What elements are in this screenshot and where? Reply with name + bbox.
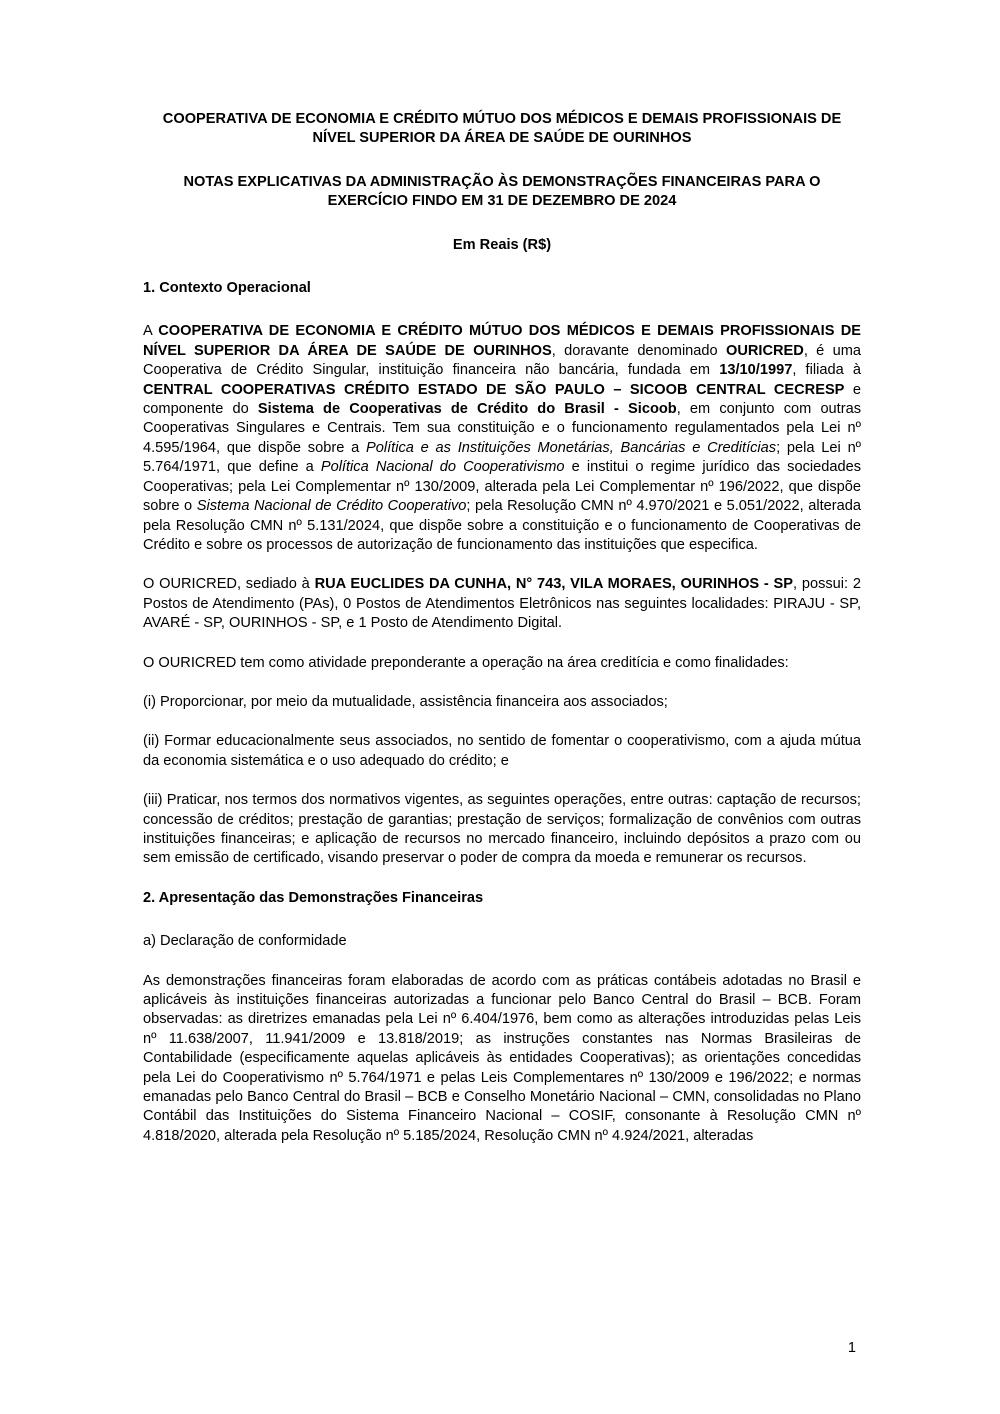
text-run: Política e as Instituições Monetárias, Bancárias e Creditícias — [366, 439, 777, 456]
text-run: (ii) Formar educacionalmente seus associados, no sentido de fomentar o cooperativismo, com a ajuda mútua da economia sistemática e o uso adequado do crédito; e — [143, 733, 861, 769]
text-run: NOTAS EXPLICATIVAS DA ADMINISTRAÇÃO ÀS DEMONSTRAÇÕES FINANCEIRAS PARA O EXERCÍCIO FINDO EM 31 DE DEZEMBRO DE 2024 — [183, 173, 821, 210]
text-run: ; pela Lei nº 5.764/1971, que define a — [143, 439, 862, 476]
text-run: e institui o regime jurídico das sociedades Cooperativas; pela Lei Complementar nº 130/2009, alterada pela Lei Complementar nº 196/2022, que dispõe sobre o — [143, 459, 862, 515]
document-paragraph — [143, 791, 861, 869]
text-run: O OURICRED, sediado à — [143, 576, 315, 593]
text-run: COOPERATIVA DE ECONOMIA E CRÉDITO MÚTUO DOS MÉDICOS E DEMAIS PROFISSIONAIS DE NÍVEL SUPERIOR DA ÁREA DE SAÚDE DE OURINHOS — [143, 323, 861, 359]
document-paragraph — [143, 972, 861, 1147]
text-run: (i) Proporcionar, por meio da mutualidade, assistência financeira aos associados; — [143, 693, 668, 710]
text-run: A — [143, 323, 159, 340]
text-run: 1. Contexto Operacional — [143, 280, 311, 297]
text-run: RUA EUCLIDES DA CUNHA, N° 743, VILA MORAES, OURINHOS - SP — [314, 576, 794, 593]
text-run: , é uma Cooperativa de Crédito Singular, instituição financeira não bancária, fundada em — [143, 342, 861, 379]
text-run: 2. Apresentação das Demonstrações Financeiras — [143, 889, 484, 906]
section-heading — [143, 279, 861, 298]
document-paragraph — [143, 932, 861, 951]
document-paragraph — [143, 322, 861, 555]
document-paragraph — [143, 732, 861, 771]
text-run: Política Nacional do Cooperativismo — [320, 459, 565, 476]
page-number: 1 — [847, 1340, 856, 1356]
text-run: , em conjunto com outras Cooperativas Singulares e Centrais. Tem sua constituição e o funcionamento regulamentados pela Lei nº 4.595/1964, que dispõe sobre a — [143, 401, 862, 456]
text-run: 13/10/1997 — [719, 362, 793, 379]
document-title — [143, 110, 861, 149]
text-run: Em Reais (R$) — [452, 236, 552, 253]
text-run: O OURICRED tem como atividade preponderante a operação na área creditícia e como finalidades: — [143, 654, 789, 671]
text-run: , filiada à — [792, 362, 861, 379]
text-run: e componente do — [143, 381, 862, 418]
document-title — [143, 236, 861, 255]
text-run: a) Declaração de conformidade — [143, 933, 347, 950]
document-paragraph — [143, 575, 861, 633]
text-run: COOPERATIVA DE ECONOMIA E CRÉDITO MÚTUO DOS MÉDICOS E DEMAIS PROFISSIONAIS DE NÍVEL SUPERIOR DA ÁREA DE SAÚDE DE OURINHOS — [162, 111, 842, 147]
text-run: , doravante denominado — [551, 342, 726, 359]
text-run: OURICRED — [725, 342, 804, 359]
text-run: (iii) Praticar, nos termos dos normativos vigentes, as seguintes operações, entre outras: captação de recursos; concessão de créditos; prestação de garantias; prestação de serviços; formalização de convênios com outras instituições financeiras; e aplicação de recursos no mercado financeiro, incluindo depósitos a prazo com ou sem emissão de certificado, visando preservar o poder de compra da moeda e remunerar os recursos. — [143, 792, 861, 867]
text-run: ; pela Resolução CMN nº 4.970/2021 e 5.051/2022, alterada pela Resolução CMN nº 5.131/2024, que dispõe sobre a constituição e o funcionamento de Cooperativas de Crédito e sobre os processos de autorização de funcionamento das instituições que especifica. — [143, 498, 861, 553]
text-run: As demonstrações financeiras foram elaboradas de acordo com as práticas contábeis adotadas no Brasil e aplicáveis às instituições financeiras autorizadas a funcionar pelo Banco Central do Brasil – BCB. Foram observadas: as diretrizes emanadas pela Lei nº 6.404/1976, bem como as alterações introduzidas pelas Leis nº 11.638/2007, 11.941/2009 e 13.818/2019; as instruções constantes nas Normas Brasileiras de Contabilidade (especificamente aquelas aplicáveis às entidades Cooperativas); as orientações concedidas pela Lei do Cooperativismo nº 5.764/1971 e pelas Leis Complementares nº 130/2009 e 196/2022; e normas emanadas pelo Banco Central do Brasil – BCB e Conselho Monetário Nacional – CMN, consolidadas no Plano Contábil das Instituições do Sistema Financeiro Nacional – COSIF, consonante à Resolução CMN nº 4.818/2020, alterada pela Resolução nº 5.185/2024, Resolução CMN nº 4.924/2021, alteradas — [143, 972, 861, 1144]
document-title — [143, 173, 861, 212]
document-paragraph — [143, 654, 861, 673]
text-run: Sistema de Cooperativas de Crédito do Brasil - Sicoob — [257, 401, 677, 418]
text-run: CENTRAL COOPERATIVAS CRÉDITO ESTADO DE SÃO PAULO – SICOOB CENTRAL CECRESP — [143, 381, 845, 398]
text-run: Sistema Nacional de Crédito Cooperativo — [196, 498, 467, 515]
document-paragraph — [143, 693, 861, 712]
document-content — [143, 110, 861, 1166]
section-heading — [143, 889, 861, 908]
text-run: , possui: 2 Postos de Atendimento (PAs), 0 Postos de Atendimentos Eletrônicos nas seguintes localidades: PIRAJU - SP, AVARÉ - SP, OURINHOS - SP, e 1 Posto de Atendimento Digital. — [143, 576, 861, 632]
